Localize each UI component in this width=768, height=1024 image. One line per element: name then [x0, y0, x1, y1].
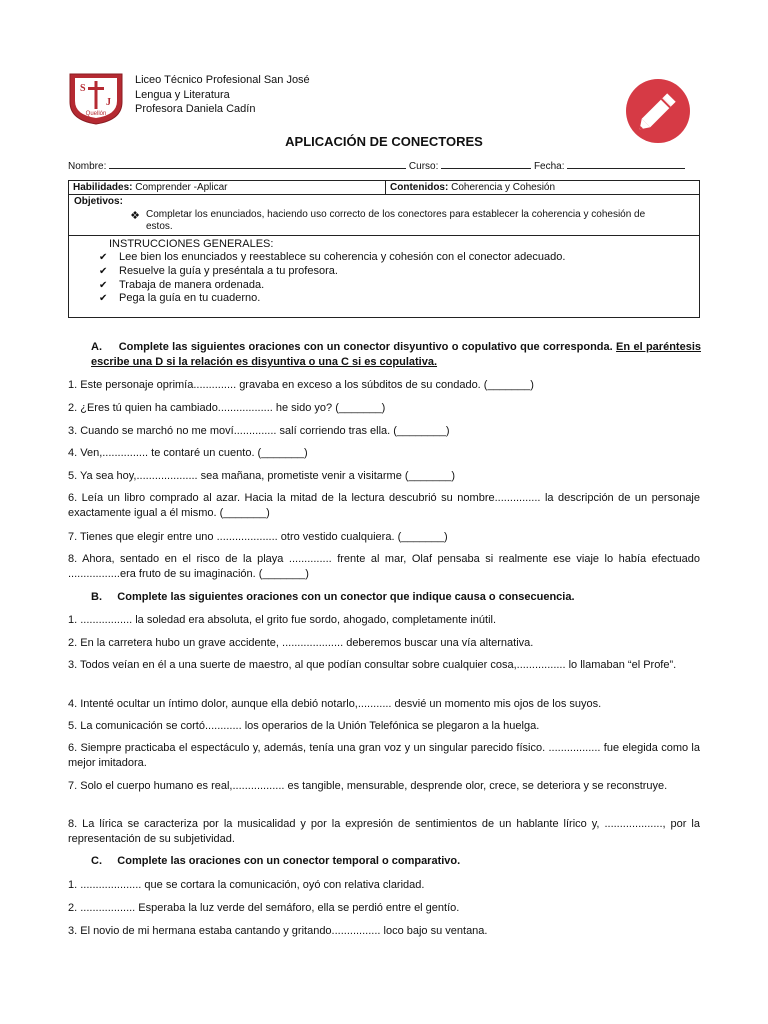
instructions-box [68, 235, 700, 318]
habilidades-value: Comprender -Aplicar [135, 182, 228, 193]
logo-letter-s: S [80, 83, 86, 94]
question-a8: 8. Ahora, sentado en el risco de la playa .............. frente al mar, Olaf pensaba si realmente ese viaje lo había efectuado .................era fruto de su imaginación. (_______) [68, 553, 700, 580]
section-a-heading: A. Complete las siguientes oraciones con un conector disyuntivo o copulativo que corresponda. En el paréntesis escribe una D si la relación es disyuntiva o una C si es copulativa. [91, 341, 701, 368]
diamond-bullet-icon: ❖ [130, 210, 140, 222]
nombre-label: Nombre: [68, 161, 107, 172]
question-a2: 2. ¿Eres tú quien ha cambiado.................. he sido yo? (_______) [68, 402, 386, 414]
instruction-item: ✔ Resuelve la guía y preséntala a tu profesora. [99, 264, 338, 277]
school-logo [68, 72, 124, 126]
instruction-item: ✔ Trabaja de manera ordenada. [99, 278, 265, 291]
school-name: Liceo Técnico Profesional San José [135, 74, 310, 86]
question-b2: 2. En la carretera hubo un grave accidente, .................... deberemos buscar una vía alternativa. [68, 637, 534, 649]
question-b8: 8. La lírica se caracteriza por la musicalidad y por la expresión de sentimientos de un hablante lírico y, ..................., por la representación de su subjetividad. [68, 818, 700, 845]
logo-letter-j: J [106, 97, 111, 108]
section-c-heading: C. Complete las oraciones con un conector temporal o comparativo. [91, 855, 461, 867]
question-a3: 3. Cuando se marchó no me moví.............. salí corriendo tras ella. (________) [68, 425, 450, 437]
question-b7: 7. Solo el cuerpo humano es real,................. es tangible, mensurable, desprende olor, crece, se deteriora y se reconstruye. [68, 780, 668, 792]
checkmark-icon: ✔ [99, 279, 108, 291]
question-a4: 4. Ven,............... te contaré un cuento. (_______) [68, 447, 308, 459]
question-b6: 6. Siempre practicaba el espectáculo y, además, tenía una gran voz y un singular parecido físico. ................. fue elegida como la mejor imitadora. [68, 742, 700, 769]
curso-field[interactable] [441, 159, 531, 169]
fecha-label: Fecha: [533, 161, 565, 172]
question-c1: 1. .................... que se cortara la comunicación, oyó con relativa claridad. [68, 879, 425, 891]
section-b-heading: B. Complete las siguientes oraciones con un conector que indique causa o consecuencia. [91, 591, 575, 603]
skills-content-row [68, 180, 700, 195]
contenidos-cell [386, 181, 699, 194]
question-a7: 7. Tienes que elegir entre uno .................... otro vestido cualquiera. (_______) [68, 531, 448, 543]
objetivo-text: Completar los enunciados, haciendo uso correcto de los conectores para establecer la coherencia y cohesión de estos. [146, 209, 646, 232]
question-b5: 5. La comunicación se cortó............ los operarios de la Unión Telefónica se plegaron a la huelga. [68, 720, 540, 732]
subject-name: Lengua y Literatura [135, 88, 230, 101]
instructions-title: INSTRUCCIONES GENERALES: [109, 238, 274, 250]
contenidos-label: Contenidos: [390, 182, 449, 193]
habilidades-cell [69, 181, 386, 194]
question-b4: 4. Intenté ocultar un íntimo dolor, aunque ella debió notarlo,........... desvié un momento mis ojos de los suyos. [68, 698, 602, 710]
student-fields [68, 159, 700, 172]
page-title: APLICACIÓN DE CONECTORES [285, 134, 483, 149]
question-a5: 5. Ya sea hoy,.................... sea mañana, prometiste venir a visitarme (_______) [68, 470, 456, 482]
header-info [135, 73, 310, 117]
checkmark-icon: ✔ [99, 252, 108, 263]
question-b3: 3. Todos veían en él a una suerte de maestro, al que podían consultar sobre cualquier cosa,................ lo llamaban “el Profe”. [68, 659, 677, 671]
contenidos-value: Coherencia y Cohesión [451, 182, 556, 193]
objectives-box [68, 194, 700, 236]
question-c3: 3. El novio de mi hermana estaba cantando y gritando................ loco bajo su ventana. [68, 925, 488, 937]
habilidades-label: Habilidades: [73, 182, 133, 193]
teacher-name: Profesora Daniela Cadín [135, 103, 256, 115]
objetivos-label: Objetivos: [74, 196, 123, 207]
question-a1: 1. Este personaje oprimía.............. gravaba en exceso a los súbditos de su condado. (_______) [68, 379, 534, 391]
instruction-item: ✔ Lee bien los enunciados y reestablece su coherencia y cohesión con el conector adecuado. [99, 251, 566, 263]
question-b1: 1. ................. la soledad era absoluta, el grito fue sordo, ahogado, completamente inútil. [68, 614, 497, 626]
question-c2: 2. .................. Esperaba la luz verde del semáforo, ella se perdió entre el gentío. [68, 902, 460, 914]
curso-label: Curso: [408, 161, 439, 172]
nombre-field[interactable] [109, 159, 406, 169]
instruction-item: ✔ Pega la guía en tu cuaderno. [99, 292, 261, 305]
checkmark-icon: ✔ [99, 293, 108, 305]
logo-city: Quellón [85, 111, 107, 117]
section-a-underlined: En el paréntesis escribe una D si la relación es disyuntiva o una C si es copulativa. [91, 341, 701, 368]
fecha-field[interactable] [567, 159, 685, 169]
checkmark-icon: ✔ [99, 265, 108, 277]
question-a6: 6. Leía un libro comprado al azar. Hacia la mitad de la lectura descubrió su nombre............... la descripción de un personaje exactamente igual a él mismo. (_______) [68, 492, 700, 519]
